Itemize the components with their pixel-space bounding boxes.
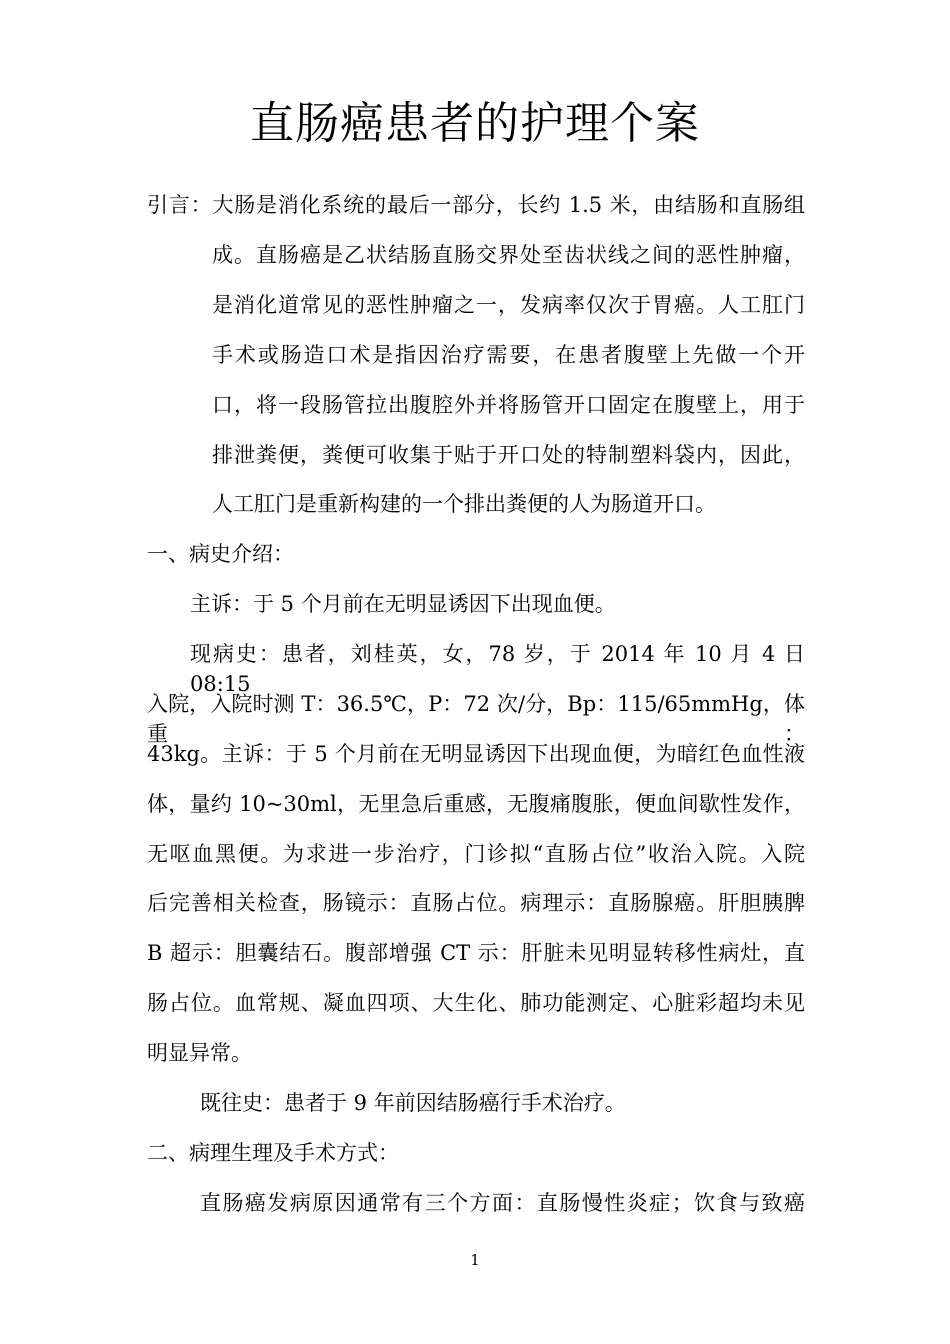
section-heading: 一、病史介绍： [147,542,294,566]
present-history-line: 43kg。主诉：于 5 个月前在无明显诱因下出现血便，为暗红色血性液 [147,742,805,766]
present-history-line: 体，量约 10~30ml，无里急后重感，无腹痛腹胀，便血间歇性发作， [147,792,805,816]
intro-line: 人工肛门是重新构建的一个排出粪便的人为肠道开口。 [212,492,716,516]
intro-line: 手术或肠造口术是指因治疗需要，在患者腹壁上先做一个开 [212,343,805,367]
present-history-line: 明显异常。 [147,1041,252,1065]
present-history-line: 入院，入院时测 T：36.5℃，P：72 次/分，Bp：115/65mmHg，体重： [147,692,805,746]
intro-line: 引言：大肠是消化系统的最后一部分，长约 1.5 米，由结肠和直肠组 [147,193,805,217]
section-paragraph-line: 直肠癌发病原因通常有三个方面：直肠慢性炎症；饮食与致癌 [200,1191,805,1215]
document-title: 直肠癌患者的护理个案 [250,98,700,149]
page-number: 1 [470,1251,480,1269]
present-history-line: 肠占位。血常规、凝血四项、大生化、肺功能测定、心脏彩超均未见 [147,991,805,1015]
intro-line: 排泄粪便，粪便可收集于贴于开口处的特制塑料袋内，因此， [212,443,805,467]
chief-complaint: 主诉：于 5 个月前在无明显诱因下出现血便。 [190,592,616,616]
present-history-line: 后完善相关检查，肠镜示：直肠占位。病理示：直肠腺癌。肝胆胰脾 [147,891,805,915]
intro-line: 成。直肠癌是乙状结肠直肠交界处至齿状线之间的恶性肿瘤， [212,243,805,267]
past-history: 既往史：患者于 9 年前因结肠癌行手术治疗。 [200,1091,626,1115]
present-history-line: 现病史：患者，刘桂英，女，78 岁，于 2014 年 10 月 4 日 08:15 [190,642,805,696]
intro-line: 是消化道常见的恶性肿瘤之一，发病率仅次于胃癌。人工肛门 [212,293,805,317]
intro-line: 口，将一段肠管拉出腹腔外并将肠管开口固定在腹壁上，用于 [212,393,805,417]
present-history-line: 无呕血黑便。为求进一步治疗，门诊拟“直肠占位”收治入院。入院 [147,842,805,866]
present-history-line: B 超示：胆囊结石。腹部增强 CT 示：肝脏未见明显转移性病灶，直 [147,941,805,965]
section-heading: 二、病理生理及手术方式： [147,1141,399,1165]
